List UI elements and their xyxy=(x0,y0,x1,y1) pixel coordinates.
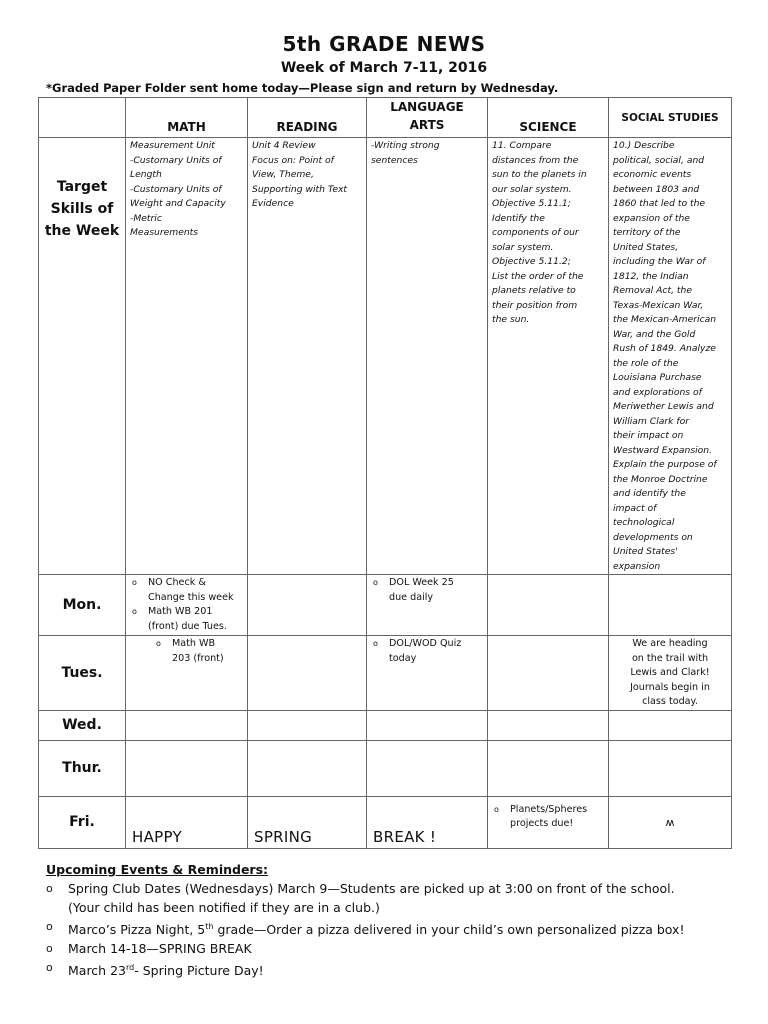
column-header-language-arts: LANGUAGE ARTS xyxy=(367,98,488,138)
row-label-tuesday: Tues. xyxy=(39,636,126,711)
bullet-icon: o xyxy=(46,961,53,975)
header-row xyxy=(39,98,732,138)
tuesday-science xyxy=(488,636,609,711)
bullet-icon: o xyxy=(46,882,53,895)
bullet-icon: o xyxy=(46,942,53,956)
list-item: o Math WB 203 (front) xyxy=(150,637,247,666)
bullet-icon: o xyxy=(373,578,378,587)
friday-row xyxy=(39,796,732,848)
folder-notice: *Graded Paper Folder sent home today—Please sign and return by Wednesday. xyxy=(46,81,559,95)
upcoming-events xyxy=(46,860,746,980)
friday-reading: SPRING xyxy=(248,796,367,848)
monday-reading xyxy=(248,575,367,636)
list-item: o March 23rd- Spring Picture Day! xyxy=(46,958,746,980)
wednesday-math xyxy=(126,710,248,740)
wednesday-language-arts xyxy=(367,710,488,740)
list-item: o Marco’s Pizza Night, 5th grade—Order a pizza delivered in your child’s own personalized pizza box! xyxy=(46,917,746,939)
weekly-schedule-table xyxy=(38,97,732,849)
wednesday-row xyxy=(39,710,732,740)
bullet-icon: o xyxy=(494,804,499,814)
wednesday-science xyxy=(488,710,609,740)
column-header-science: SCIENCE xyxy=(488,98,609,138)
target-science: 11. Compare distances from the sun to the planets in our solar system. Objective 5.11.1; Identify the components of our solar system. Objective 5.11.2; List the order of the planets relative to their position from the sun. xyxy=(488,138,609,575)
list-item: o DOL/WOD Quiz today xyxy=(367,637,487,666)
friday-science xyxy=(488,796,609,848)
thursday-language-arts xyxy=(367,740,488,796)
row-label-wednesday: Wed. xyxy=(39,710,126,740)
thursday-row xyxy=(39,740,732,796)
row-label-monday: Mon. xyxy=(39,575,126,636)
thursday-math xyxy=(126,740,248,796)
target-social-studies: 10.) Describe political, social, and economic events between 1803 and 1860 that led to the expansion of the territory of the United States, including the War of 1812, the Indian Removal Act, the Texas-Mexican War, the Mexican-American War, and the Gold Rush of 1849. Analyze the role of the Louisiana Purchase and explorations of Meriwether Lewis and William Clark for their impact on Westward Expansion. Explain the purpose of the Monroe Doctrine and identify the impact of technological developments on United States' expansion xyxy=(609,138,732,575)
list-item: o DOL Week 25 due daily xyxy=(367,576,487,605)
friday-social-studies: ʍ xyxy=(609,796,732,848)
column-header-social-studies: SOCIAL STUDIES xyxy=(609,98,732,138)
row-label-thursday: Thur. xyxy=(39,740,126,796)
column-header-math: MATH xyxy=(126,98,248,138)
thursday-social-studies xyxy=(609,740,732,796)
wednesday-reading xyxy=(248,710,367,740)
week-dates: Week of March 7-11, 2016 xyxy=(280,60,488,76)
friday-language-arts: BREAK ! xyxy=(367,796,488,848)
bullet-icon: o xyxy=(132,578,137,587)
monday-language-arts xyxy=(367,575,488,636)
target-skills-row xyxy=(39,138,732,575)
tuesday-language-arts xyxy=(367,636,488,711)
list-item: o March 14-18—SPRING BREAK xyxy=(46,941,252,957)
tuesday-math xyxy=(126,636,248,711)
thursday-science xyxy=(488,740,609,796)
list-item: o Math WB 201 (front) due Tues. xyxy=(126,605,247,634)
column-header-reading: READING xyxy=(248,98,367,138)
tuesday-reading xyxy=(248,636,367,711)
bullet-icon: o xyxy=(46,920,53,933)
bullet-icon: o xyxy=(156,639,161,648)
newsletter-title: 5th GRADE NEWS xyxy=(282,32,486,56)
bullet-icon: o xyxy=(132,607,137,616)
events-heading: Upcoming Events & Reminders: xyxy=(46,862,269,877)
monday-math xyxy=(126,575,248,636)
row-label-friday: Fri. xyxy=(39,796,126,848)
row-label-target-skills: Target Skills of the Week xyxy=(39,138,126,575)
monday-row xyxy=(39,575,732,636)
monday-social-studies xyxy=(609,575,732,636)
wednesday-social-studies xyxy=(609,710,732,740)
list-item: o Spring Club Dates (Wednesdays) March 9—Students are picked up at 3:00 on front of the school. (Your child has been notified if they are in a club.) xyxy=(46,881,675,915)
corner-cell xyxy=(39,98,126,138)
target-reading: Unit 4 Review Focus on: Point of View, Theme, Supporting with Text Evidence xyxy=(248,138,367,575)
list-item: o NO Check & Change this week xyxy=(126,576,247,605)
list-item: o Planets/Spheres projects due! xyxy=(488,803,608,832)
monday-science xyxy=(488,575,609,636)
tuesday-social-studies: We are heading on the trail with Lewis and Clark! Journals begin in class today. xyxy=(609,636,732,711)
thursday-reading xyxy=(248,740,367,796)
friday-math: HAPPY xyxy=(126,796,248,848)
tuesday-row xyxy=(39,636,732,711)
bullet-icon: o xyxy=(373,639,378,648)
target-language-arts: -Writing strong sentences xyxy=(367,138,488,575)
target-math: Measurement Unit -Customary Units of Length -Customary Units of Weight and Capacity -Metric Measurements xyxy=(126,138,248,575)
